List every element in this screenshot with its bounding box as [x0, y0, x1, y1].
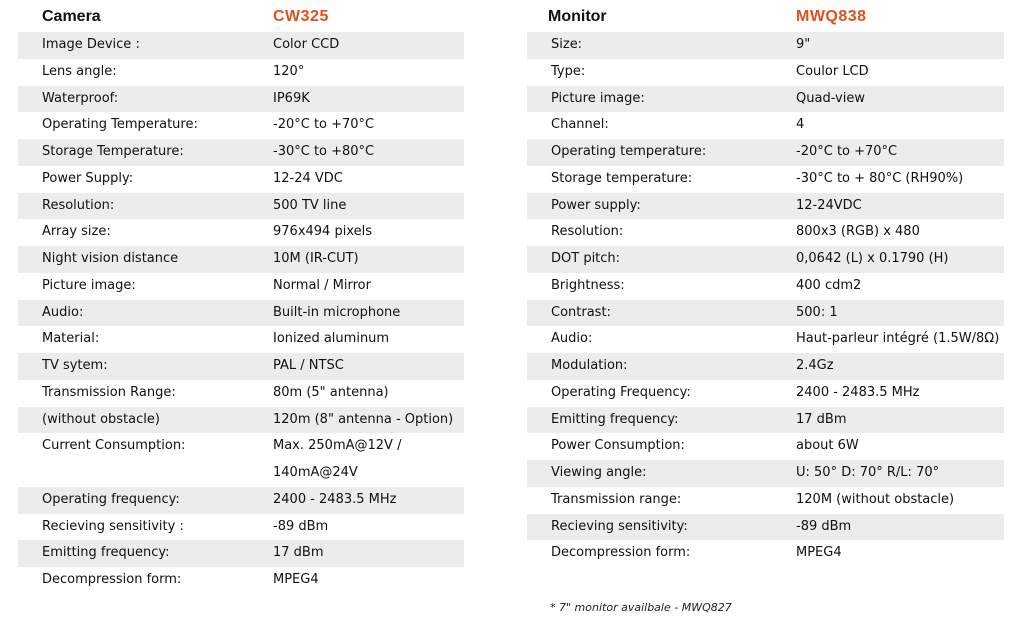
spec-label: Audio: [551, 331, 593, 347]
spec-row [527, 166, 1004, 193]
spec-label: Size: [551, 37, 583, 52]
spec-value: Coulor LCD [796, 63, 869, 79]
spec-row [18, 246, 464, 273]
spec-row [527, 433, 1004, 460]
spec-row [527, 139, 1004, 166]
spec-row [527, 86, 1004, 113]
spec-value-line: 140mA@24V [273, 465, 358, 480]
spec-value: -20°C to +70°C [273, 117, 375, 133]
spec-label: Picture image: [551, 90, 645, 106]
spec-row [18, 59, 464, 86]
spec-row [18, 166, 464, 193]
spec-label: Storage Temperature: [42, 144, 184, 159]
spec-label: Channel: [551, 117, 609, 133]
spec-row [18, 433, 464, 487]
spec-value: 500: 1 [796, 304, 838, 320]
spec-value: U: 50° D: 70° R/L: 70° [796, 465, 940, 480]
spec-label: Decompression form: [551, 545, 691, 561]
spec-label: Transmission Range: [42, 384, 176, 400]
spec-value: 976x494 pixels [273, 224, 372, 240]
spec-label: Emitting frequency: [551, 411, 679, 427]
spec-label: Transmission range: [551, 491, 682, 507]
spec-label: Storage temperature: [551, 170, 693, 186]
spec-value: Haut-parleur intégré (1.5W/8Ω) [796, 331, 1000, 347]
spec-label: DOT pitch: [551, 251, 621, 266]
spec-row [527, 59, 1004, 86]
spec-value: 120m (8" antenna - Option) [273, 411, 454, 427]
spec-value: 2400 - 2483.5 MHz [796, 384, 920, 400]
spec-row [18, 407, 464, 434]
spec-label: Resolution: [551, 224, 624, 240]
spec-row [527, 219, 1004, 246]
spec-value: 12-24 VDC [273, 170, 343, 186]
spec-label: Picture image: [42, 277, 136, 293]
spec-row [18, 300, 464, 327]
spec-label: (without obstacle) [42, 411, 160, 427]
spec-label: Operating frequency: [42, 491, 180, 507]
spec-row [527, 460, 1004, 487]
camera-rows [18, 32, 464, 594]
spec-value: Normal / Mirror [273, 277, 371, 293]
spec-value: 4 [796, 117, 805, 133]
spec-value: Quad-view [796, 90, 865, 106]
spec-row [18, 380, 464, 407]
spec-row [527, 300, 1004, 327]
spec-value: 2400 - 2483.5 MHz [273, 491, 397, 507]
spec-value: 120° [273, 63, 305, 79]
spec-value: -20°C to +70°C [796, 144, 898, 159]
spec-value: -89 dBm [273, 518, 329, 534]
monitor-model: MWQ838 [796, 8, 867, 25]
spec-row [18, 514, 464, 541]
spec-row [527, 273, 1004, 300]
spec-row [18, 32, 464, 59]
spec-label: Modulation: [551, 358, 628, 373]
spec-label: Recieving sensitivity: [551, 518, 688, 534]
spec-label: Power Consumption: [551, 438, 685, 454]
spec-value: 120M (without obstacle) [796, 491, 955, 507]
spec-value: -30°C to +80°C [273, 144, 375, 159]
spec-value: 9" [796, 37, 811, 52]
spec-row [527, 407, 1004, 434]
spec-row [18, 86, 464, 113]
spec-row [18, 219, 464, 246]
spec-row [527, 326, 1004, 353]
spec-label: Resolution: [42, 197, 115, 213]
spec-row [527, 487, 1004, 514]
spec-row [18, 139, 464, 166]
spec-value: PAL / NTSC [273, 358, 344, 373]
monitor-spec-table [527, 6, 1004, 567]
spec-label: Image Device : [42, 37, 140, 52]
camera-spec-table [18, 6, 464, 594]
spec-row [527, 353, 1004, 380]
spec-label: Viewing angle: [551, 465, 647, 480]
spec-value: 500 TV line [273, 197, 347, 213]
spec-value: MPEG4 [796, 545, 842, 561]
spec-value [273, 433, 463, 487]
spec-label: Power Supply: [42, 170, 134, 186]
camera-header [18, 6, 464, 32]
spec-row [527, 32, 1004, 59]
spec-label: Current Consumption: [42, 438, 186, 454]
spec-value: 17 dBm [796, 411, 847, 427]
spec-row [527, 540, 1004, 567]
spec-value-line: Max. 250mA@12V / [273, 438, 402, 454]
spec-row [527, 380, 1004, 407]
spec-value: about 6W [796, 438, 859, 454]
spec-label: Brightness: [551, 277, 625, 293]
spec-row [18, 193, 464, 220]
spec-row [18, 540, 464, 567]
spec-value: Built-in microphone [273, 304, 401, 320]
spec-label: TV sytem: [42, 358, 108, 373]
spec-label: Waterproof: [42, 90, 119, 106]
spec-value: Color CCD [273, 37, 340, 52]
monitor-title: Monitor [548, 8, 607, 25]
spec-row [18, 487, 464, 514]
spec-label: Operating temperature: [551, 144, 707, 159]
spec-row [527, 112, 1004, 139]
spec-row [527, 193, 1004, 220]
spec-row [18, 353, 464, 380]
spec-label: Operating Temperature: [42, 117, 198, 133]
spec-value: -30°C to + 80°C (RH90%) [796, 170, 964, 186]
spec-value: Ionized aluminum [273, 331, 390, 347]
spec-value: 17 dBm [273, 545, 324, 561]
footnote: * 7" monitor availbale - MWQ827 [550, 601, 732, 614]
spec-label: Type: [551, 63, 586, 79]
spec-label: Contrast: [551, 304, 611, 320]
spec-label: Lens angle: [42, 63, 117, 79]
spec-value: -89 dBm [796, 518, 852, 534]
spec-row [527, 514, 1004, 541]
spec-value: 12-24VDC [796, 197, 862, 213]
camera-model: CW325 [273, 8, 329, 25]
spec-row [18, 326, 464, 353]
spec-value: 80m (5" antenna) [273, 384, 389, 400]
monitor-header [527, 6, 1004, 32]
spec-row [527, 246, 1004, 273]
spec-label: Audio: [42, 304, 84, 320]
spec-value: 400 cdm2 [796, 277, 862, 293]
spec-label: Recieving sensitivity : [42, 518, 184, 534]
spec-row [18, 567, 464, 594]
spec-label: Night vision distance [42, 251, 179, 266]
spec-label: Operating Frequency: [551, 384, 691, 400]
spec-label: Decompression form: [42, 572, 182, 587]
spec-value: IP69K [273, 90, 310, 106]
spec-value: MPEG4 [273, 572, 319, 587]
spec-value: 800x3 (RGB) x 480 [796, 224, 920, 240]
spec-label: Power supply: [551, 197, 641, 213]
spec-value: 2.4Gz [796, 358, 834, 373]
spec-value: 0,0642 (L) x 0.1790 (H) [796, 251, 949, 266]
spec-label: Array size: [42, 224, 111, 240]
monitor-rows [527, 32, 1004, 567]
spec-label: Emitting frequency: [42, 545, 170, 561]
camera-title: Camera [42, 8, 101, 25]
spec-row [18, 273, 464, 300]
spec-label: Material: [42, 331, 100, 347]
spec-row [18, 112, 464, 139]
spec-value: 10M (IR-CUT) [273, 251, 359, 266]
